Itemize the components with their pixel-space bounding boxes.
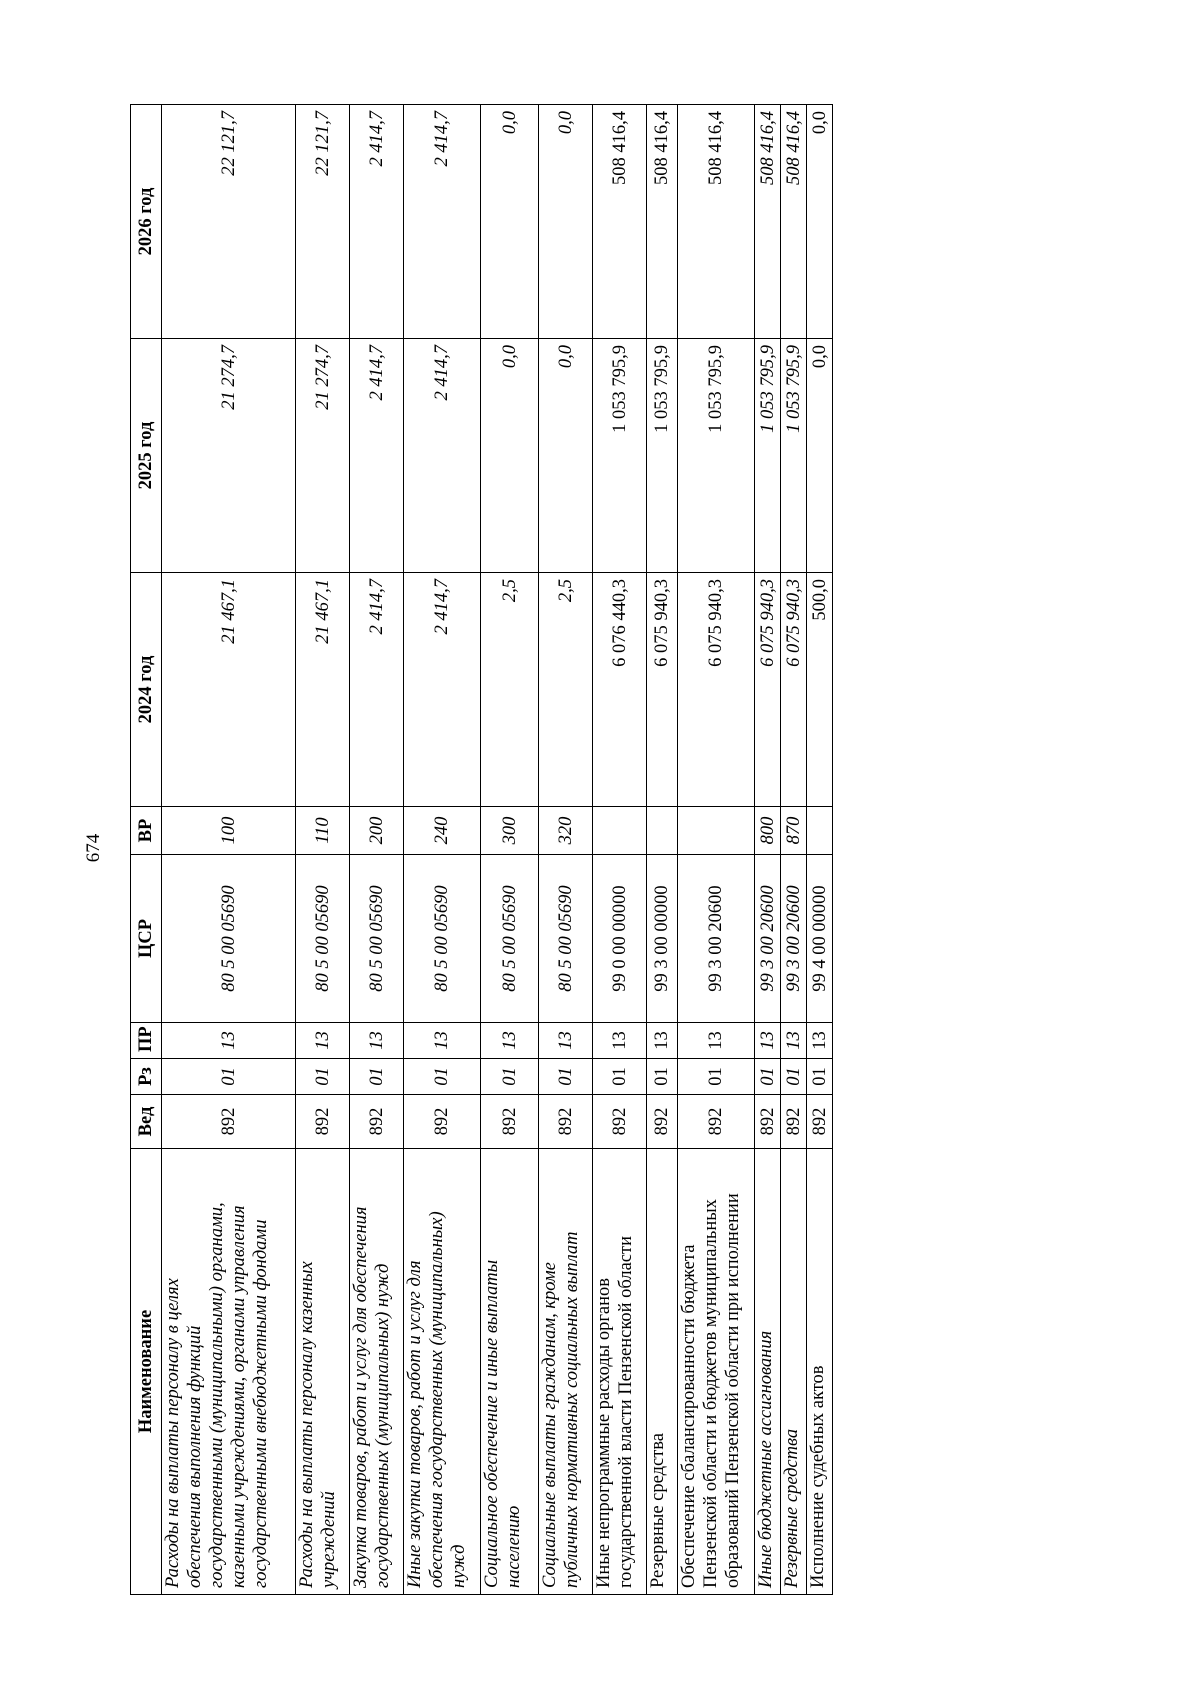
cell-pr: 13 [350,1023,404,1059]
cell-pr: 13 [647,1023,678,1059]
cell-ved: 892 [404,1095,481,1149]
cell-2025: 21 274,7 [296,339,350,573]
cell-vr: 110 [296,807,350,855]
header-name: Наименование [131,1149,162,1595]
cell-pr: 13 [593,1023,647,1059]
name-line: населению [504,1505,524,1588]
cell-pr: 13 [755,1023,781,1059]
table-row [162,105,296,1595]
cell-vr: 240 [404,807,481,855]
name-line: Иные бюджетные ассигнования [756,1330,776,1588]
table-row [404,105,481,1595]
row-name [404,1149,481,1595]
name-line: Социальные выплаты гражданам, кроме [540,1262,560,1588]
name-line: государственными внебюджетными фондами [251,1219,271,1588]
cell-2025: 2 414,7 [404,339,481,573]
cell-ved: 892 [678,1095,755,1149]
cell-2024: 2,5 [539,573,593,807]
name-line: Расходы на выплаты персоналу казенных [297,1261,317,1588]
table-row [781,105,807,1595]
name-line: Расходы на выплаты персоналу в целях [163,1278,183,1588]
cell-ved: 892 [593,1095,647,1149]
row-name [162,1149,296,1595]
cell-vr: 320 [539,807,593,855]
name-line: Резервные средства [648,1433,668,1588]
cell-2026: 2 414,7 [404,105,481,339]
name-line: Пензенской области и бюджетов муниципальных [701,1199,721,1588]
table-row [755,105,781,1595]
cell-vr [807,807,833,855]
budget-table [130,104,833,1595]
cell-2026: 0,0 [481,105,539,339]
cell-csr: 99 0 00 00000 [593,855,647,1023]
row-name [481,1149,539,1595]
name-line: государственной власти Пензенской области [616,1236,636,1588]
cell-2024: 6 075 940,3 [678,573,755,807]
cell-rz: 01 [350,1059,404,1095]
cell-2026: 2 414,7 [350,105,404,339]
cell-rz: 01 [593,1059,647,1095]
name-line: образований Пензенской области при исполнении [723,1193,743,1588]
header-2025: 2025 год [131,339,162,573]
table-row [539,105,593,1595]
cell-rz: 01 [481,1059,539,1095]
row-name [296,1149,350,1595]
name-line: Иные непрограммные расходы органов [594,1277,614,1588]
cell-csr: 99 4 00 00000 [807,855,833,1023]
cell-2026: 508 416,4 [781,105,807,339]
cell-ved: 892 [481,1095,539,1149]
table-row [647,105,678,1595]
name-line: государственных (муниципальных) нужд [373,1263,393,1588]
table-row [678,105,755,1595]
cell-2026: 508 416,4 [755,105,781,339]
name-line: Иные закупки товаров, работ и услуг для [405,1260,425,1588]
table-row [296,105,350,1595]
row-name [807,1149,833,1595]
table-row [593,105,647,1595]
cell-rz: 01 [539,1059,593,1095]
name-line: обеспечения государственных (муниципальных) [427,1211,447,1588]
cell-2025: 0,0 [539,339,593,573]
cell-2024: 6 076 440,3 [593,573,647,807]
cell-rz: 01 [404,1059,481,1095]
row-name [350,1149,404,1595]
cell-2026: 0,0 [807,105,833,339]
cell-vr: 870 [781,807,807,855]
cell-2024: 21 467,1 [296,573,350,807]
cell-2024: 2 414,7 [404,573,481,807]
header-2024: 2024 год [131,573,162,807]
cell-rz: 01 [807,1059,833,1095]
cell-2026: 22 121,7 [296,105,350,339]
cell-csr: 99 3 00 20600 [755,855,781,1023]
cell-ved: 892 [755,1095,781,1149]
cell-rz: 01 [781,1059,807,1095]
cell-2026: 508 416,4 [593,105,647,339]
row-name [539,1149,593,1595]
header-csr: ЦСР [131,855,162,1023]
cell-ved: 892 [296,1095,350,1149]
cell-2025: 0,0 [807,339,833,573]
cell-2024: 6 075 940,3 [647,573,678,807]
row-name [593,1149,647,1595]
cell-2025: 2 414,7 [350,339,404,573]
name-line: публичных нормативных социальных выплат [562,1231,582,1588]
cell-2026: 508 416,4 [678,105,755,339]
header-rz: Рз [131,1059,162,1095]
cell-2026: 22 121,7 [162,105,296,339]
cell-2026: 0,0 [539,105,593,339]
cell-csr: 80 5 00 05690 [481,855,539,1023]
cell-vr: 200 [350,807,404,855]
cell-2024: 2 414,7 [350,573,404,807]
cell-pr: 13 [781,1023,807,1059]
cell-2025: 1 053 795,9 [593,339,647,573]
name-line: государственными (муниципальными) органами, [207,1202,227,1588]
cell-rz: 01 [647,1059,678,1095]
cell-rz: 01 [162,1059,296,1095]
cell-ved: 892 [350,1095,404,1149]
cell-pr: 13 [678,1023,755,1059]
cell-pr: 13 [539,1023,593,1059]
cell-ved: 892 [807,1095,833,1149]
cell-csr: 80 5 00 05690 [296,855,350,1023]
cell-2024: 6 075 940,3 [755,573,781,807]
cell-vr: 300 [481,807,539,855]
name-line: нужд [449,1544,469,1588]
name-line: Резервные средства [782,1428,802,1588]
cell-pr: 13 [296,1023,350,1059]
row-name [755,1149,781,1595]
cell-2024: 500,0 [807,573,833,807]
cell-2025: 1 053 795,9 [755,339,781,573]
cell-2026: 508 416,4 [647,105,678,339]
cell-vr: 800 [755,807,781,855]
table-row [807,105,833,1595]
header-ved: Вед [131,1095,162,1149]
name-line: учреждений [319,1491,339,1588]
cell-csr: 80 5 00 05690 [404,855,481,1023]
row-name [647,1149,678,1595]
cell-csr: 99 3 00 20600 [678,855,755,1023]
cell-csr: 80 5 00 05690 [162,855,296,1023]
header-vr: ВР [131,807,162,855]
name-line: Обеспечение сбалансированности бюджета [679,1244,699,1588]
header-pr: ПР [131,1023,162,1059]
cell-pr: 13 [162,1023,296,1059]
name-line: обеспечения выполнения функций [185,1325,205,1588]
page-number: 674 [83,833,104,863]
cell-csr: 99 3 00 20600 [781,855,807,1023]
cell-rz: 01 [296,1059,350,1095]
name-line: казенными учреждениями, органами управления [229,1205,249,1588]
cell-csr: 80 5 00 05690 [350,855,404,1023]
cell-2025: 1 053 795,9 [647,339,678,573]
table-row [481,105,539,1595]
cell-2024: 21 467,1 [162,573,296,807]
header-2026: 2026 год [131,105,162,339]
rotated-table-wrapper [130,105,875,1595]
cell-2025: 0,0 [481,339,539,573]
cell-2025: 1 053 795,9 [678,339,755,573]
cell-2024: 2,5 [481,573,539,807]
header-row [131,105,162,1595]
cell-2024: 6 075 940,3 [781,573,807,807]
cell-2025: 21 274,7 [162,339,296,573]
row-name [678,1149,755,1595]
cell-pr: 13 [807,1023,833,1059]
table-row [350,105,404,1595]
cell-vr [647,807,678,855]
cell-csr: 99 3 00 00000 [647,855,678,1023]
name-line: Исполнение судебных актов [808,1365,828,1588]
cell-vr [593,807,647,855]
cell-pr: 13 [481,1023,539,1059]
cell-ved: 892 [539,1095,593,1149]
cell-csr: 80 5 00 05690 [539,855,593,1023]
cell-2025: 1 053 795,9 [781,339,807,573]
cell-ved: 892 [162,1095,296,1149]
cell-rz: 01 [678,1059,755,1095]
cell-rz: 01 [755,1059,781,1095]
cell-vr: 100 [162,807,296,855]
cell-ved: 892 [647,1095,678,1149]
row-name [781,1149,807,1595]
cell-pr: 13 [404,1023,481,1059]
cell-ved: 892 [781,1095,807,1149]
cell-vr [678,807,755,855]
name-line: Социальное обеспечение и иные выплаты [482,1259,502,1588]
name-line: Закупка товаров, работ и услуг для обеспечения [351,1206,371,1588]
